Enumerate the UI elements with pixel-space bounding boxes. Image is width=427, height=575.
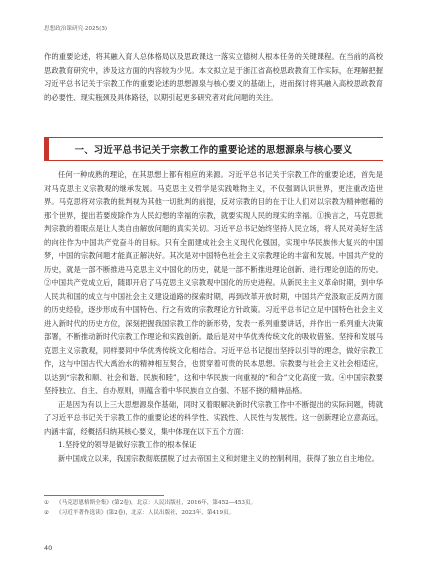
heading-accent-bar xyxy=(44,138,49,160)
body-text-block xyxy=(44,168,383,465)
footnote-item xyxy=(44,509,383,519)
footnote-item xyxy=(44,499,383,509)
body-paragraph-2: 正是因为有以上三大思想源泉作基础，同时又着眼解决新时代宗教工作中不断提出的实际问题，铸就了习近平总书记关于宗教工作的重要论述的科学性、实践性、人民性与发展性。这一创新理论立意高远，内涵丰富，经概括归纳其核心要义，集中体现在以下五个方面： xyxy=(44,399,383,436)
footnote-text: 《马克思恩格斯全集》(第2卷)，北京：人民出版社，2016年，第452—453页。 xyxy=(56,500,257,506)
intro-text-block xyxy=(44,50,383,104)
intro-paragraph: 作的重要论述，将其融入育人总体格局以及思政课这一落实立德树人根本任务的关键课程。在当前的高校思政教育研究中，涉及这方面的内容较为少见。本文拟立足于浙江省高校思政教育工作实际，在理解把握习近平总书记关于宗教工作的重要论述的思想源泉与核心要义的基础上，进而探讨将其融入高校思政教育的必要性、现实瓶颈及具体路径，以期引起更多研究者对此问题的关注。 xyxy=(44,52,383,102)
body-paragraph-3: 新中国成立以来，我国宗教彻底摆脱了过去帝国主义和封建主义的控制利用，获得了独立自主地位。 xyxy=(58,453,380,463)
subheading: 1.坚持党的领导是做好宗教工作的根本保证 xyxy=(58,440,197,449)
footnote-text: 《习近平著作选读》(第2卷)，北京：人民出版社，2023年，第419页。 xyxy=(56,509,235,516)
section-heading-banner xyxy=(44,137,383,161)
footnotes xyxy=(44,499,383,518)
section-heading: 一、习近平总书记关于宗教工作的重要论述的思想源泉与核心要义 xyxy=(74,145,353,156)
footnote-divider xyxy=(44,495,164,496)
running-head: 思想政治课研究·2025(3) xyxy=(44,26,108,32)
page-number: 40 xyxy=(44,544,53,552)
footnote-mark: ② xyxy=(44,509,50,516)
footnote-mark: ① xyxy=(44,500,50,506)
body-paragraph-1: 任何一种成熟的理论，在其思想上都有相应的来源。习近平总书记关于宗教工作的重要论述，首先是对马克思主义宗教观的继承发展。马克思主义哲学是实践唯物主义，不仅强调认识世界，更注重改造世界。马克思将对宗教的批判视为其他一切批判的前提，反对宗教的目的在于让人们对以宗教为精神慰藉的那个世界，提出若要废除作为人民幻想的幸福的宗教，就要实现人民的现实的幸福。①换言之，马克思批判宗教的着眼点是让人类自由解放问题的真实关切。习近平总书记始终坚持人民立场，将人民对美好生活的向往作为中国共产党奋斗的目标。只有全面建成社会主义现代化强国，实现中华民族伟大复兴的中国梦，中国的宗教问题才能真正解决好。其次是对中国特色社会主义宗教理论的丰富和发展。中国共产党的历史，就是一部不断推进马克思主义中国化的历史，就是一部不断推进理论创新、进行理论创造的历史。②中国共产党成立后，随即开启了马克思主义宗教观中国化的历史进程。从新民主主义革命时期，到中华人民共和国的成立与中国社会主义建设道路的探索时期，再到改革开放时期，中国共产党汲取正反两方面的历史经验，逐步形成有中国特色、行之有效的宗教理论方针政策。习近平总书记立足中国特色社会主义进入新时代的历史方位，深刻把握我国宗教工作的新形势，发表一系列重要讲话，并作出一系列重大决策部署，不断推动新时代宗教工作理论和实践创新。最后是对中华优秀传统文化的吸收借鉴。坚持和发展马克思主义宗教观，同样要同中华优秀传统文化相结合。习近平总书记提出坚持以引导的理念，做好宗教工作，这与中国古代大禹治水的精神相互契合，也贯穿着可贵的民本思想。宗教要与社会主义社会相适应，以达到“宗教和顺、社会和谐、民族和睦”，这和中华民族一向重视的“和合”文化高度一致。④中国宗教要坚持独立、自主、自办原则，则蕴含着中华民族自立自强、不屈不挠的精神品格。 xyxy=(44,170,383,395)
